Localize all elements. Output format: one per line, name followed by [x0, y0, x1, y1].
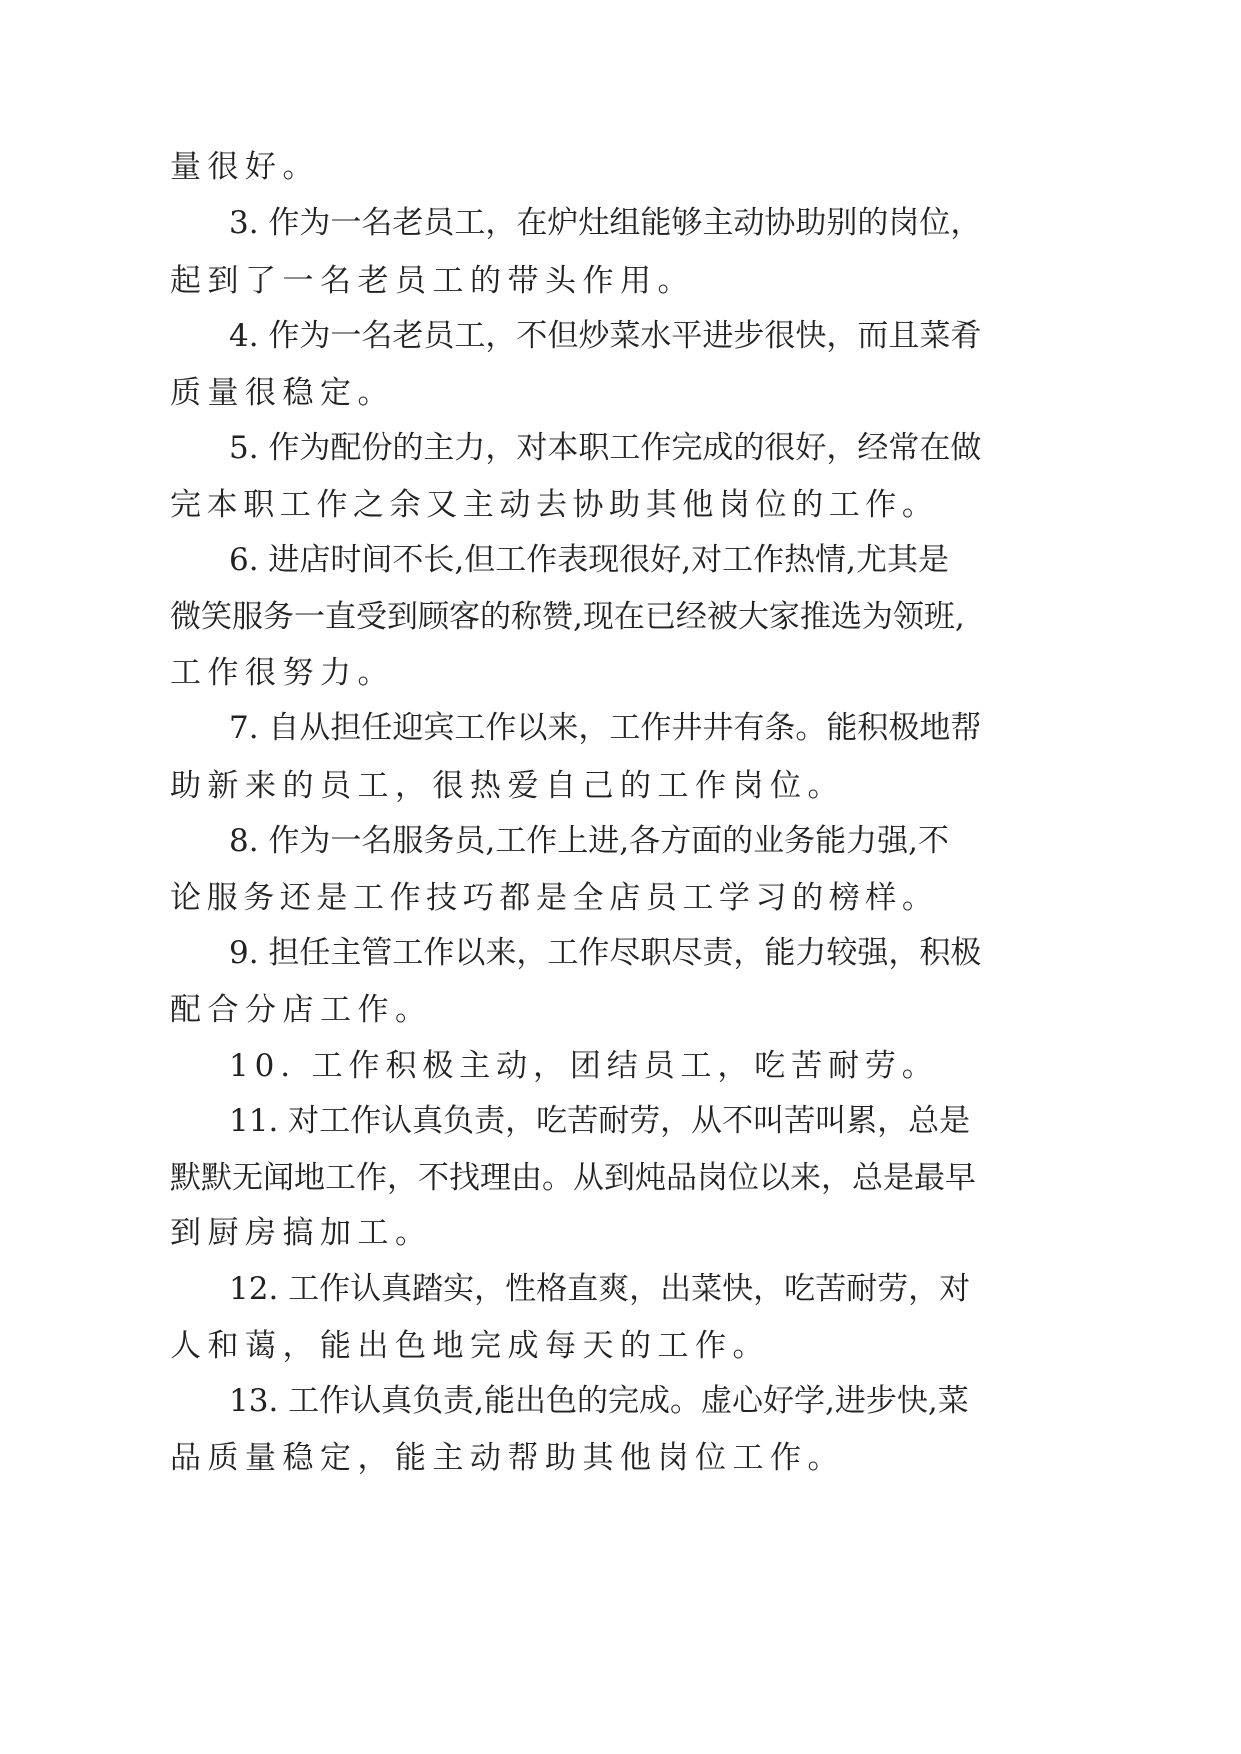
text-line: 默默无闻地工作，不找理由。从到炖品岗位以来，总是最早: [170, 1160, 976, 1196]
text-line: 起到了一名老员工的带头作用。: [170, 263, 695, 299]
text-line: 3. 作为一名老员工，在炉灶组能够主动协助别的岗位，: [229, 205, 982, 241]
text-line: 完本职工作之余又主动去协助其他岗位的工作。: [170, 487, 939, 523]
text-line: 品质量稳定，能主动帮助其他岗位工作。: [170, 1440, 845, 1476]
text-line: 8. 作为一名服务员,工作上进,各方面的业务能力强,不: [229, 823, 949, 859]
text-line: 助新来的员工，很热爱自己的工作岗位。: [170, 768, 845, 804]
text-line: 5. 作为配份的主力，对本职工作完成的很好，经常在做: [229, 430, 982, 466]
text-line: 10. 工作积极主动，团结员工，吃苦耐劳。: [229, 1048, 939, 1084]
text-line: 6. 进店时间不长,但工作表现很好,对工作热情,尤其是: [229, 542, 949, 578]
text-line: 工作很努力。: [170, 655, 395, 691]
text-line: 13. 工作认真负责,能出色的完成。虚心好学,进步快,菜: [229, 1383, 969, 1419]
text-line: 4. 作为一名老员工，不但炒菜水平进步很快，而且菜肴: [229, 318, 982, 354]
text-line: 11. 对工作认真负责，吃苦耐劳，从不叫苦叫累，总是: [229, 1103, 971, 1139]
text-line: 人和蔼，能出色地完成每天的工作。: [170, 1328, 770, 1364]
text-line: 量很好。: [170, 149, 320, 185]
text-line: 12. 工作认真踏实，性格直爽，出菜快，吃苦耐劳，对: [229, 1271, 971, 1307]
text-line: 9. 担任主管工作以来，工作尽职尽责，能力较强，积极: [229, 935, 982, 971]
text-line: 7. 自从担任迎宾工作以来，工作井井有条。能积极地帮: [229, 710, 982, 746]
text-line: 质量很稳定。: [170, 375, 395, 411]
text-line: 微笑服务一直受到顾客的称赞,现在已经被大家推选为领班,: [170, 599, 965, 635]
text-line: 配合分店工作。: [170, 992, 433, 1028]
text-line: 论服务还是工作技巧都是全店员工学习的榜样。: [170, 880, 939, 916]
text-line: 到厨房搞加工。: [170, 1215, 433, 1251]
